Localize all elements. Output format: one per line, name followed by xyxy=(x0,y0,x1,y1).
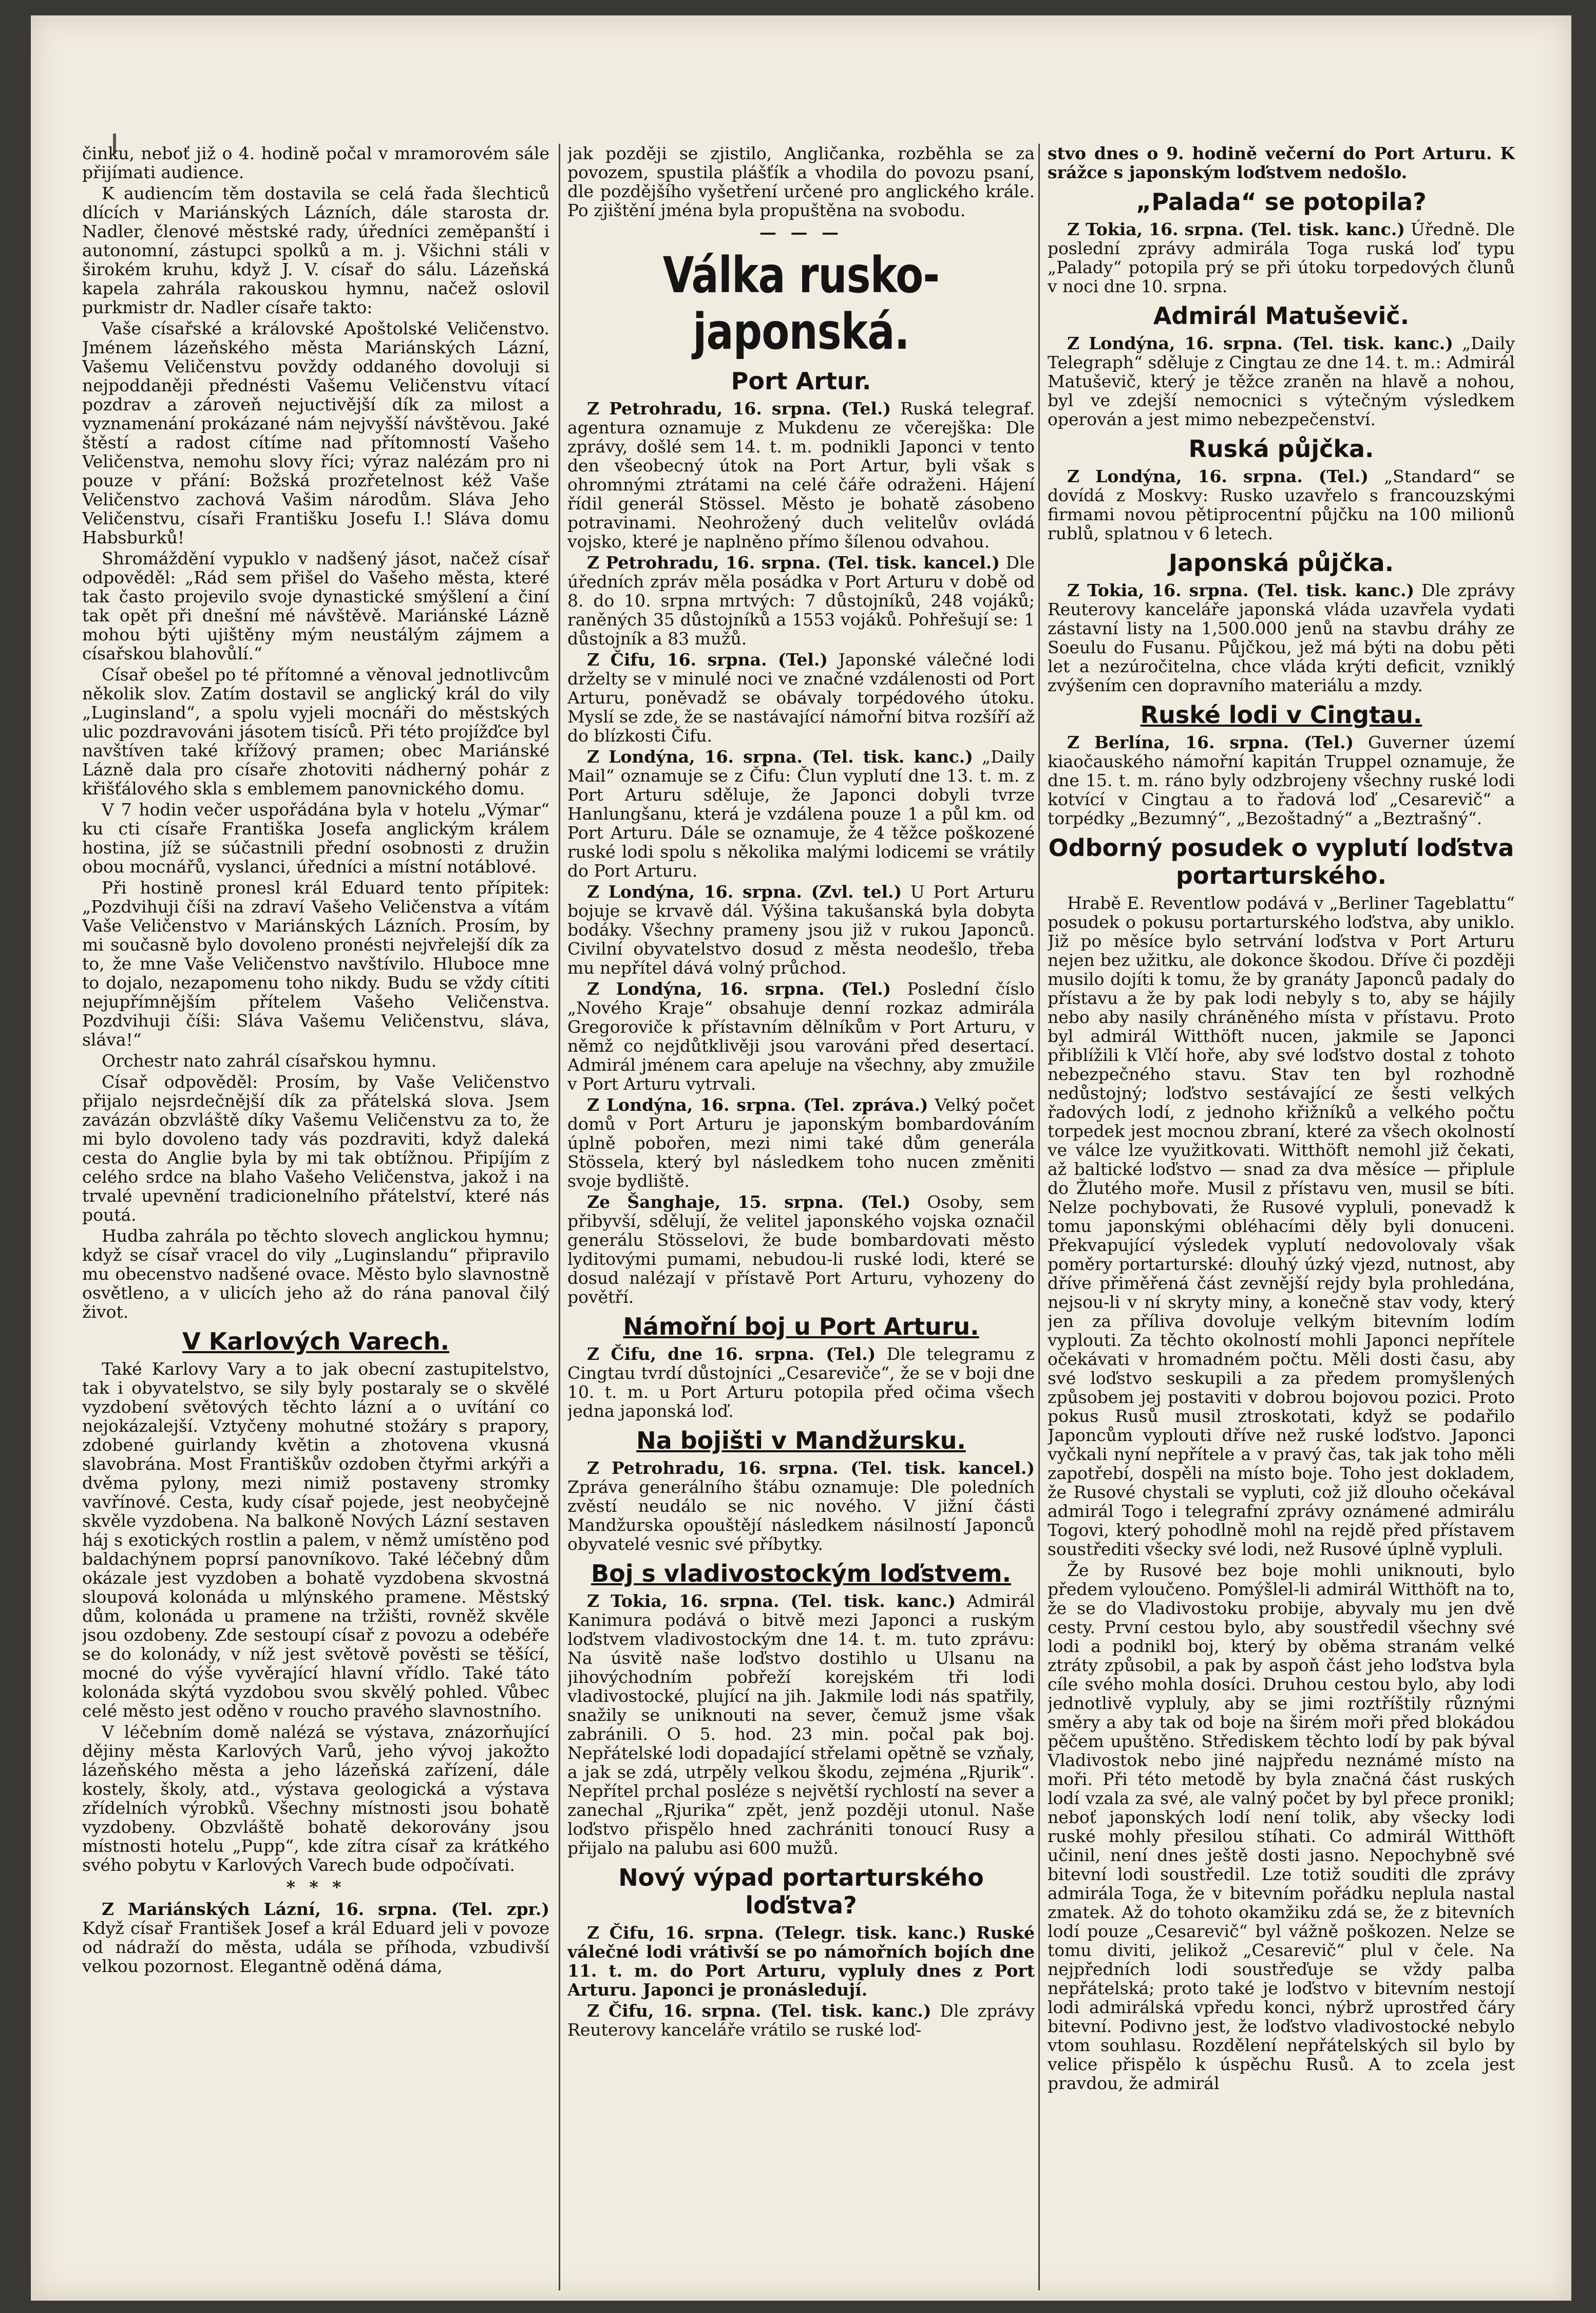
paragraph: Guverner území kiaočauského námořní kapitán Truppel oznamuje, že dne 15. t. m. ráno byly odzbrojeny všechny ruské lodi kotvící v Cingtau a to řadová loď „Cesarevič“ a torpédky „Bezumný“, „Bezoštadný“ a „Beztrašný“. xyxy=(1048,732,1515,828)
paragraph: Vaše císařské a královské Apoštolské Veličenstvo. Jménem lázeňského města Mariánských Lázní, Vašemu Veličenstvu povždy oddaného dovoluji si nejpoddaněji přednésti Vašemu Veličenstvu vítací pozdrav a zároveň nejuctivější dík za milost a vyznamenání prokázané nám nejvyšší návštěvou. Jaké štěstí a radost cítíme nad přítomností Vašeho Veličenstva, nemohu slovy říci; výraz nalézám pro ni pouze v přání: Božská prozřetelnost kéž Vaše Veličenstvo zachová Vašim národům. Sláva Jeho Veličenstvu, císaři Františku Josefu I.! Sláva domu Habsburků! xyxy=(82,318,549,547)
column-2 xyxy=(567,144,1035,2290)
dateline: Z Tokia, 16. srpna. (Tel. tisk. kanc.) xyxy=(1067,580,1415,600)
dateline: Z Čifu, 16. srpna. (Tel. tisk. kanc.) xyxy=(587,2001,932,2021)
section-heading: Japonská půjčka. xyxy=(1168,549,1394,577)
dateline: Z Berlína, 16. srpna. (Tel.) xyxy=(1067,732,1354,752)
paragraph: Také Karlovy Vary a to jak obecní zastupitelstvo, tak i obyvatelstvo, se sily byly postaraly se o skvělé vyzdobení světových těchto lázní a o uvítání co nejokázalejší. Vztyčeny mohutné stožáry s prapory, zdobené guirlandy květin a zhotovena vkusná slavobrána. Most Františkův ozdoben čtyřmi arkýři a dvěma pylony, mezi nimiž postaveny stromky vavřínové. Cesta, kudy císař pojede, jest neobyčejně skvěle vyzdobena. Na balkoně Nových Lázní sestaven háj s exotických rostlin a palem, v němž umístěno pod baldachýnem poprsí panovníkovo. Také léčebný dům okázale jest vyzdoben a bohatě vyzdobena skvostná sloupová kolonáda u mlýnského pramene. Městský dům, kolonáda u pramene na tržišti, rovněž skvěle jsou ozdobeny. Zde sestoupí císař z povozu a odebéře se do kolonády, v níž jest světově pověsti se těšící, mocné do výše vyvěrající hlavní vřídlo. Také táto kolonáda skýtá vyzdobou svou skvělý pohled. Vůbec celé město jest oděno v roucho pravého slavnostního. xyxy=(82,1359,549,1721)
section-heading: V Karlových Varech. xyxy=(182,1328,449,1355)
dateline: Z Čifu, dne 16. srpna. (Tel.) xyxy=(587,1344,876,1364)
paragraph: Dle zprávy Reuterovy kanceláře vrátilo se ruské loď- xyxy=(567,2001,1035,2040)
paragraph: V 7 hodin večer uspořádána byla v hotelu „Výmar“ ku cti císaře Františka Josefa anglickým králem hostina, jíž se súčastnili přední osobnosti z družin obou mocnářů, vyslanci, úředníci a místní notáblové. xyxy=(82,800,549,877)
dateline: Z Londýna, 16. srpna. (Tel.) xyxy=(1067,466,1369,486)
paragraph: Orchestr nato zahrál císařskou hymnu. xyxy=(102,1051,437,1071)
separator: * * * xyxy=(286,1877,346,1897)
paragraph: V léčebním domě nalézá se výstava, znázorňující dějiny města Karlových Varů, jeho vývoj jakožto lázeňského města a jeho lázeňská zařízení, dále kostely, školy, atd., výstava geologická a výstava zřídelních výrobků. Všechny místnosti jsou bohatě vyzdobeny. Obzvláště bohatě dekorovány jsou místnosti hotelu „Pupp“, kde zítra císař za krátkého svého pobytu v Karlových Varech bude odpočívati. xyxy=(82,1722,549,1875)
paragraph: Úředně. Dle poslední zprávy admirála Toga ruská loď typu „Palady“ potopila prý se při útoku torpedových člunů v noci dne 10. srpna. xyxy=(1048,219,1515,296)
section-heading: Boj s vladivostockým loďstvem. xyxy=(591,1560,1011,1587)
column-3 xyxy=(1048,144,1515,2290)
dateline: Z Tokia, 16. srpna. (Tel. tisk. kanc.) xyxy=(1067,219,1405,239)
paragraph: Shromáždění vypuklo v nadšený jásot, načež císař odpověděl: „Rád sem přišel do Vašeho města, které tak často projevilo svoje dynastické smýšlení a činí tak opět při dnešní mé návštěvě. Mariánské Lázně mohou býti ujištěny mým neustálým zájmem a císařskou blahovůlí.“ xyxy=(82,548,549,663)
main-headline: Válka rusko-japonská. xyxy=(662,247,940,361)
section-heading: Nový výpad portarturského loďstva? xyxy=(618,1864,984,1919)
paragraph: Ruské válečné lodi vrátivší se po námořních bojích dne 11. t. m. do Port Arturu, vypluly dnes z Port Arturu. Japonci je pronásledují. xyxy=(567,1923,1035,2000)
paragraph: činku, neboť již o 4. hodině počal v mramorovém sále přijímati audience. xyxy=(82,144,549,182)
paragraph: „Daily Mail“ oznamuje se z Čifu: Člun vyplutí dne 13. t. m. z Port Arturu sděluje, že Japonci dobyli tvrze Hanlungšanu, která je vzdálena pouze 1 a půl km. od Port Arturu. Dále se oznamuje, že 4 těžce poškozené ruské lodi spolu s několika malými lodicemi se vrátily do Port Arturu. xyxy=(567,747,1035,881)
section-heading: Na bojišti v Mandžursku. xyxy=(636,1427,966,1454)
paragraph: Osoby, sem přibyvší, sdělují, že velitel japonského vojska označil generálu Stösselovi, že bude bombardovati město lyditovými pumami, nebudou-li ruské lodi, které se dosud nalézají v přístavě Port Arturu, vyhozeny do povětří. xyxy=(567,1192,1035,1307)
separator: — — — xyxy=(759,222,843,242)
dateline: Z Londýna, 16. srpna. (Tel. tisk. kanc.) xyxy=(1067,333,1453,353)
dateline: Z Mariánských Lázní, 16. srpna. (Tel. zpr.) xyxy=(102,1899,549,1919)
section-heading: Admirál Matuševič. xyxy=(1153,302,1410,330)
paragraph: Dle zprávy Reuterovy kanceláře japonská vláda uzavřela vydati zástavní listy na 1,500.000 jenů na stavbu dráhy ze Soeulu do Fusanu. Půjčkou, jež má býti na dobu pěti let a nezúročitelna, chce vláda krýti deficit, vzniklý zvýšením cen dopravního materiálu a mzdy. xyxy=(1048,580,1515,695)
section-heading: Námořní boj u Port Arturu. xyxy=(623,1313,979,1340)
paragraph: K audiencím těm dostavila se celá řada šlechticů dlících v Mariánských Lázních, dále starosta dr. Nadler, členové městské rady, úředníci zeměpanští i autonomní, zástupci spolků a m. j. Všichni stáli v širokém kruhu, když J. V. císař do sálu. Lázeňská kapela zahrála rakouskou hymnu, načež oslovil purkmistr dr. Nadler císaře takto: xyxy=(82,183,549,317)
dateline: Z Petrohradu, 16. srpna. (Tel.) xyxy=(587,399,891,419)
dateline: Z Londýna, 16. srpna. (Zvl. tel.) xyxy=(587,882,902,902)
paragraph: Dle úředních zpráv měla posádka v Port Arturu v době od 8. do 10. srpna mrtvých: 7 důstojníků, 248 vojáků; raněných 35 důstojníků a 1553 vojáků. Pohřešují se: 1 důstojník a 83 mužů. xyxy=(567,553,1035,649)
dateline: Z Londýna, 16. srpna. (Tel. tisk. kanc.) xyxy=(587,747,973,767)
dateline: Ze Šanghaje, 15. srpna. (Tel.) xyxy=(587,1192,911,1212)
paragraph: stvo dnes o 9. hodině večerní do Port Arturu. K srážce s japonským loďstvem nedošlo. xyxy=(1048,144,1515,182)
paragraph: „Daily Telegraph“ sděluje z Cingtau ze dne 14. t. m.: Admirál Matuševič, který je těžce zraněn na hlavě a nohou, byl ve zdejší nemocnici s výtečným výsledkem operován a jest mimo nebezpečenství. xyxy=(1048,333,1515,429)
paragraph: Zpráva generálního štábu oznamuje: Dle poledních zvěstí neudálo se nic nového. V jižní části Mandžurska opouštějí následkem násilností Japonců obyvatelé vesnic své příbytky. xyxy=(567,1477,1035,1554)
dateline: Z Londýna, 16. srpna. (Tel.) xyxy=(587,979,891,999)
dateline: Z Petrohradu, 16. srpna. (Tel. tisk. kancel.) xyxy=(587,1458,1035,1478)
dateline: Z Čifu, 16. srpna. (Telegr. tisk. kanc.) xyxy=(587,1923,967,1943)
column-rule xyxy=(559,144,560,2290)
section-heading: Port Artur. xyxy=(731,367,871,395)
paragraph: Při hostině pronesl král Eduard tento přípitek: „Pozdvihuji číši na zdraví Vašeho Veličenstva a vítám Vaše Veličenstvo v Mariánských Lázních. Prosím, by mi současně bylo dovoleno pronésti nejvřelejší dík za to, že mne Vaše Veličenstvo navštívilo. Hluboce mne to dojalo, nezapomenu toho nikdy. Budu se vždy cítiti nejupřímnějším přítelem Vašeho Veličenstva. Pozdvihuji číši: Sláva Vašemu Veličenstvu, sláva, sláva!“ xyxy=(82,878,549,1050)
paragraph: „Standard“ se dovídá z Moskvy: Rusko uzavřelo s francouzskými firmami novou pětiprocentní půjčku na 100 milionů rublů, splatnou v 6 letech. xyxy=(1048,466,1515,543)
section-heading: Odborný posudek o vyplutí loďstva portarturského. xyxy=(1048,834,1514,889)
section-heading: „Palada“ se potopila? xyxy=(1136,188,1427,216)
paragraph: Když císař František Josef a král Eduard jeli v povoze od nádraží do města, udála se příhoda, vzbudivší velkou pozornost. Elegantně oděná dáma, xyxy=(82,1918,549,1976)
paragraph: jak později se zjistilo, Angličanka, rozběhla se za povozem, spustila plášťík a vhodila do povozu psaní, dle pozdějšího vyšetření určené pro anglického krále. Po zjištění jména byla propuštěna na svobodu. xyxy=(567,144,1035,220)
paragraph: Velký počet domů v Port Arturu je japonským bombardováním úplně pobořen, mezi nimi také dům generála Stössela, který byl následkem toho nucen změniti svoje bydliště. xyxy=(567,1095,1035,1191)
column-rule xyxy=(1038,144,1040,2290)
dateline: Z Čifu, 16. srpna. (Tel.) xyxy=(587,650,828,670)
paragraph: Že by Rusové bez boje mohli uniknouti, bylo předem vyloučeno. Pomýšlel-li admirál Witthöft na to, že se do Vladivostoku probije, abyvaly mu jen dvě cesty. První cestou bylo, aby soustředil všechny své lodi a podnikl boj, který by oběma stranám velké ztráty způsobil, a pak by aspoň část jeho loďstva byla cíle svého mohla dosíci. Druhou cestou bylo, aby lodi jednotlivě vypluly, aby se jimi roztříštily různými směry a aby tak od boje na širém moři před blokádou pěčem upuštěno. Střediskem těchto lodí by pak býval Vladivostok nebo jiné najpředu neznámé místo na moři. Při této metodě by byla značná část ruských lodí vzala za své, ale valný počet by byl přece pronikl; neboť japonských lodí není tolik, aby všecky lodi ruské mohly přesilou stíhati. Co admirál Witthöft učinil, není dnes ještě dosti jasno. Nepochybně své bitevní lodi soustředil. Lze totiž souditi dle zprávy admirála Toga, že v bitevním pořádku neplula nastal zmatek. Až do tohoto okamžiku zdá se, že z bitevních lodí pouze „Cesarevič“ byl vážně poškozen. Nelze se tomu diviti, jelikož „Cesarevič“ plul v čele. Na nejpředních lodi soustřeďuje se vždy palba nepřátelská; proto také je loďstvo v bitevním nestojí lodi admirálská vpředu konci, nýbrž uprostřed čáry bitevní. Podivno jest, že loďstvo vladivostocké nebylo vtom souhlasu. Rozdělení nepřátelských sil bylo by velice přispělo k úspěchu Rusů. A to zcela jest pravdou, že admirál xyxy=(1048,1560,1515,2093)
paragraph: Císař obešel po té přítomné a věnoval jednotlivcům několik slov. Zatím dostavil se anglický král do vily „Luginsland“, a spolu vyjeli mocnáři do městských ulic pozdravováni jásotem tisíců. Při této projížďce byl navštíven také křížový pramen; obec Mariánské Lázně dala pro císaře zhotoviti nádherný pohár z křišťálového skla s emblemem panovnického domu. xyxy=(82,665,549,799)
dateline: Z Tokia, 16. srpna. (Tel. tisk. kanc.) xyxy=(587,1591,956,1611)
column-1 xyxy=(82,144,549,2290)
paragraph: Dle telegramu z Cingtau tvrdí důstojníci „Cesareviče“, že se v boji dne 10. t. m. u Port Arturu potopila před očima všech jedna japonská loď. xyxy=(567,1344,1035,1421)
section-heading: Ruské lodi v Cingtau. xyxy=(1140,701,1422,729)
paragraph: Japonské válečné lodi drželty se v minulé noci ve značné vzdálenosti od Port Arturu, poněvadž se obávaly torpédového útoku. Myslí se zde, že se nastávající námořní bitva rozšíří až do blízkosti Čifu. xyxy=(567,650,1035,746)
paragraph: Admirál Kanimura podává o bitvě mezi Japonci a ruským loďstvem vladivostockým dne 14. t. m. tuto zprávu: Na úsvitě naše loďstvo dostihlo u Ulsanu na jihovýchodním pobřeží korejském tři lodi vladivostocké, plující na jih. Jakmile lodi nás spatřily, snažily se uniknouti na sever, čemuž jsme však zabránili. O 5. hod. 23 min. počal pak boj. Nepřátelské lodi dopadající střelami opětně se vzňaly, a jak se zdá, utrpěly velkou škodu, zejména „Rjurik“. Nepřítel prchal posléze s největší rychlostí na sever a zanechal „Rjurika“ zpět, jenž později utonul. Naše loďstvo přispělo hned zachrániti tonoucí Rusy a přijalo na palubu asi 600 mužů. xyxy=(567,1591,1035,1858)
dateline: Z Petrohradu, 16. srpna. (Tel. tisk. kancel.) xyxy=(587,553,1000,573)
paragraph: Hrabě E. Reventlow podává v „Berliner Tageblattu“ posudek o pokusu portarturského loďstva, aby uniklo. Již po měsíce bylo setrvání loďstva v Port Arturu nejen bez užitku, ale dokonce škodou. Dříve či později musilo dojíti k tomu, že by granáty Japonců padaly do přístavu a že by pak lodi nebyly s to, aby se hájily nebo aby nasily chráněného místa v přístavu. Proto byl admirál Witthöft nucen, jakmile se Japonci přiblížili k Vlčí hoře, aby své loďstvo dostal z tohoto nebezpečného stavu. Stav ten byl rozhodně nedůstojný; loďstvo sestávající ze šesti velkých řadových lodí, z jednoho křižníků a velkého počtu torpedek jest mocnou zbraní, které za všech okolností ve válce lze využitkovati. Witthöft nemohl již čekati, až baltické loďstvo — snad za dva měsíce — připlule do Žlutého moře. Musil z přístavu ven, musil se bíti. Nelze pochybovati, že Rusové vypluli, ponevadž k tomu japonskými obléhacími děly byli donuceni. Překvapující výsledek vyplutí nedovolovaly však poměry portarturské: dlouhý úzký vjezd, nutnost, aby dříve přiměřená část zevnější rejdy byla prohledána, nejsou-li v ní skryty miny, a konečně stav vody, který jen za příliva dovoluje velkým bitevním lodím vyplouti. Za těchto okolností mohli Japonci nepřítele očekávati v hromadném počtu. Měli dosti času, aby své loďstvo seskupili a za předem promyšlených způsobem jej postaviti v dobrou bojovou pozici. Proto pokus Rusů musil ztroskotati, když se podařilo Japoncům vyplouti dříve než ruské loďstvo. Japonci vyčkali nyní nepřítele a v pravý čas, tak jak toho měli zapotřebí, dospěli na místo boje. Toho jest dokladem, že Rusové chystali se vypluti, což již dlouho očekával admirál Togo i telegrafní zprávy oznámené admirálu Togovi, který pohodlně mohl na rejdě před přístavem soustřediti všecky své lodi, než Rusové úplně vypluli. xyxy=(1048,893,1515,1559)
section-heading: Ruská půjčka. xyxy=(1188,435,1374,463)
paragraph: Poslední číslo „Nového Kraje“ obsahuje denní rozkaz admirála Gregoroviče k přístavním dělníkům v Port Arturu, v němž co nejdůtklivěji jsou varováni před desertací. Admirál jménem cara apeluje na všechny, aby zmužile v Port Arturu vytrvali. xyxy=(567,979,1035,1094)
paragraph: U Port Arturu bojuje se krvavě dál. Výšina takušanská byla dobyta bodáky. Všechny prameny jsou již v rukou Japonců. Civilní obyvatelstvo dosud z města neodešlo, třeba mu nepřítel dává volný průchod. xyxy=(567,882,1035,978)
paragraph: Císař odpověděl: Prosím, by Vaše Veličenstvo přijalo nejsrdečnější dík za přátelská slova. Jsem zavázán obzvláště díky Vašemu Veličenstvu za to, že mi bylo dovoleno tady vás pozdraviti, když daleká cesta do Anglie byla by mi tak obtížnou. Připíjím z celého srdce na blaho Vašeho Veličenstva, jakož i na trvalé upevnění tradicionelního přátelství, které nás poutá. xyxy=(82,1072,549,1225)
paragraph: Ruská telegraf. agentura oznamuje z Mukdenu ze včerejška: Dle zprávy, došlé sem 14. t. m. podnikli Japonci v tento den všeobecný útok na Port Artur, byli však s ohromnými ztrátami na celé čáře odraženi. Hájení řídil generál Stössel. Město je bohatě zásobeno potravinami. Neohrožený duch velitelův ovládá vojsko, které je naplněno přímo šílenou odvahou. xyxy=(567,399,1035,552)
dateline: Z Londýna, 16. srpna. (Tel. zpráva.) xyxy=(587,1095,928,1115)
newspaper-page xyxy=(31,15,1571,2301)
paragraph: Hudba zahrála po těchto slovech anglickou hymnu; když se císař vracel do vily „Luginslandu“ připravilo mu obecenstvo nadšené ovace. Město bylo slavnostně osvětleno, a v ulicích jeho až do rána panoval čilý život. xyxy=(82,1226,549,1322)
